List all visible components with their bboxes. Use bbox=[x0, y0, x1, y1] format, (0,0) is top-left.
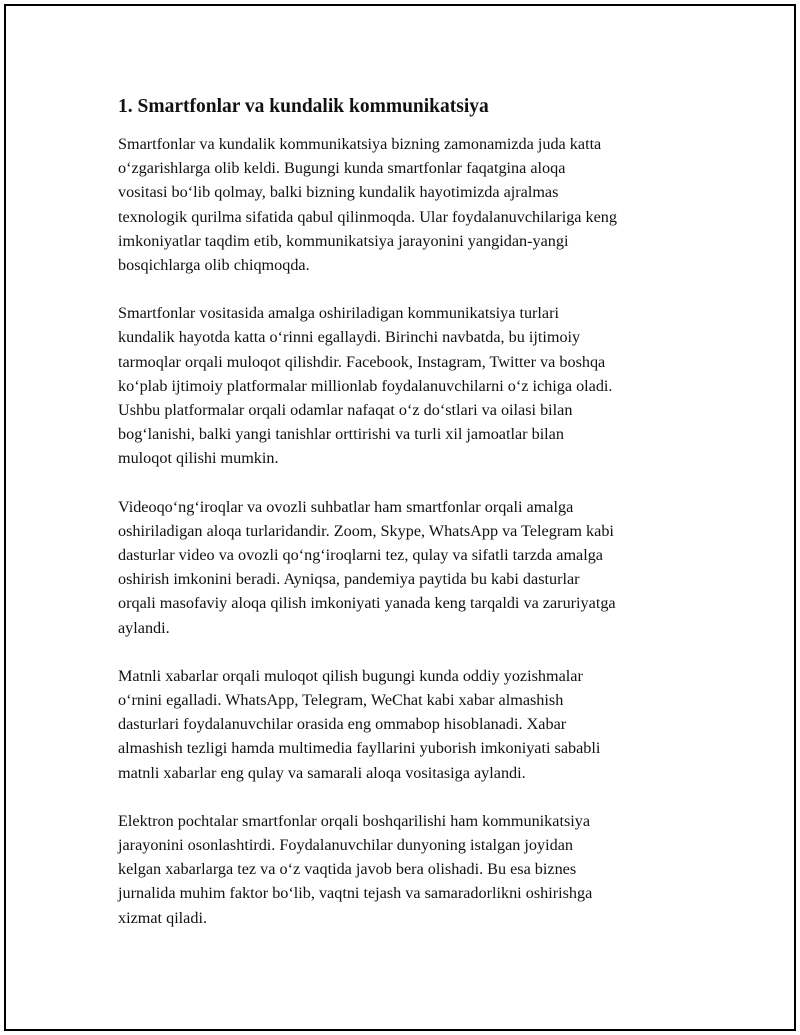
paragraph-line: vositasi bo‘lib qolmay, balki bizning kundalik hayotimizda ajralmas bbox=[118, 183, 559, 202]
paragraph-line: bosqichlarga olib chiqmoqda. bbox=[118, 256, 310, 275]
paragraph-line: bog‘lanishi, balki yangi tanishlar orttirishi va turli xil jamoatlar bilan bbox=[118, 425, 564, 444]
paragraph-line: oshirish imkonini beradi. Ayniqsa, pandemiya paytida bu kabi dasturlar bbox=[118, 570, 580, 589]
paragraph-1 bbox=[118, 132, 688, 277]
paragraph-line: almashish tezligi hamda multimedia fayllarini yuborish imkoniyati sababli bbox=[118, 739, 601, 758]
paragraph-line: Smartfonlar vositasida amalga oshiriladigan kommunikatsiya turlari bbox=[118, 304, 560, 323]
paragraph-4 bbox=[118, 664, 688, 785]
paragraph-line: Matnli xabarlar orqali muloqot qilish bugungi kunda oddiy yozishmalar bbox=[118, 666, 583, 685]
paragraph-line: jarayonini osonlashtirdi. Foydalanuvchilar dunyoning istalgan joyidan bbox=[118, 836, 573, 855]
paragraph-line: texnologik qurilma sifatida qabul qilinmoqda. Ular foydalanuvchilariga keng bbox=[118, 207, 617, 226]
paragraph-line: oshiriladigan aloqa turlaridandir. Zoom, Skype, WhatsApp va Telegram kabi bbox=[118, 521, 614, 540]
paragraph-line: kelgan xabarlarga tez va o‘z vaqtida javob bera olishadi. Bu esa biznes bbox=[118, 860, 577, 879]
paragraph-line: kundalik hayotda katta o‘rinni egallaydi. Birinchi navbatda, bu ijtimoiy bbox=[118, 328, 581, 347]
paragraph-line: muloqot qilishi mumkin. bbox=[118, 449, 279, 468]
paragraph-2 bbox=[118, 301, 688, 470]
paragraph-line: imkoniyatlar taqdim etib, kommunikatsiya jarayonini yangidan-yangi bbox=[118, 231, 569, 250]
paragraph-line: Ushbu platformalar orqali odamlar nafaqat o‘z do‘stlari va oilasi bilan bbox=[118, 401, 573, 420]
paragraph-line: aylandi. bbox=[118, 618, 170, 637]
paragraph-line: o‘zgarishlarga olib keldi. Bugungi kunda smartfonlar faqatgina aloqa bbox=[118, 159, 566, 178]
paragraph-line: matnli xabarlar eng qulay va samarali aloqa vositasiga aylandi. bbox=[118, 763, 526, 782]
paragraph-line: xizmat qiladi. bbox=[118, 908, 208, 927]
paragraph-line: orqali masofaviy aloqa qilish imkoniyati yanada keng tarqaldi va zaruriyatga bbox=[118, 594, 616, 613]
paragraphs-container bbox=[118, 132, 688, 930]
paragraph-5 bbox=[118, 809, 688, 930]
paragraph-line: jurnalida muhim faktor bo‘lib, vaqtni tejash va samaradorlikni oshirishga bbox=[118, 884, 593, 903]
document-body bbox=[118, 95, 688, 954]
section-heading: 1. Smartfonlar va kundalik kommunikatsiya bbox=[118, 96, 489, 117]
paragraph-3 bbox=[118, 495, 688, 640]
paragraph-line: dasturlar video va ovozli qo‘ng‘iroqlarni tez, qulay va sifatli tarzda amalga bbox=[118, 546, 603, 565]
paragraph-line: dasturlari foydalanuvchilar orasida eng ommabop hisoblanadi. Xabar bbox=[118, 715, 567, 734]
paragraph-line: Smartfonlar va kundalik kommunikatsiya bizning zamonamizda juda katta bbox=[118, 135, 602, 153]
paragraph-line: ko‘plab ijtimoiy platformalar millionlab foydalanuvchilarni o‘z ichiga oladi. bbox=[118, 376, 613, 395]
paragraph-line: o‘rnini egalladi. WhatsApp, Telegram, WeChat kabi xabar almashish bbox=[118, 691, 564, 710]
paragraph-line: Elektron pochtalar smartfonlar orqali boshqarilishi ham kommunikatsiya bbox=[118, 811, 591, 830]
paragraph-line: Videoqo‘ng‘iroqlar va ovozli suhbatlar ham smartfonlar orqali amalga bbox=[118, 497, 574, 516]
paragraph-line: tarmoqlar orqali muloqot qilishdir. Facebook, Instagram, Twitter va boshqa bbox=[118, 352, 606, 371]
